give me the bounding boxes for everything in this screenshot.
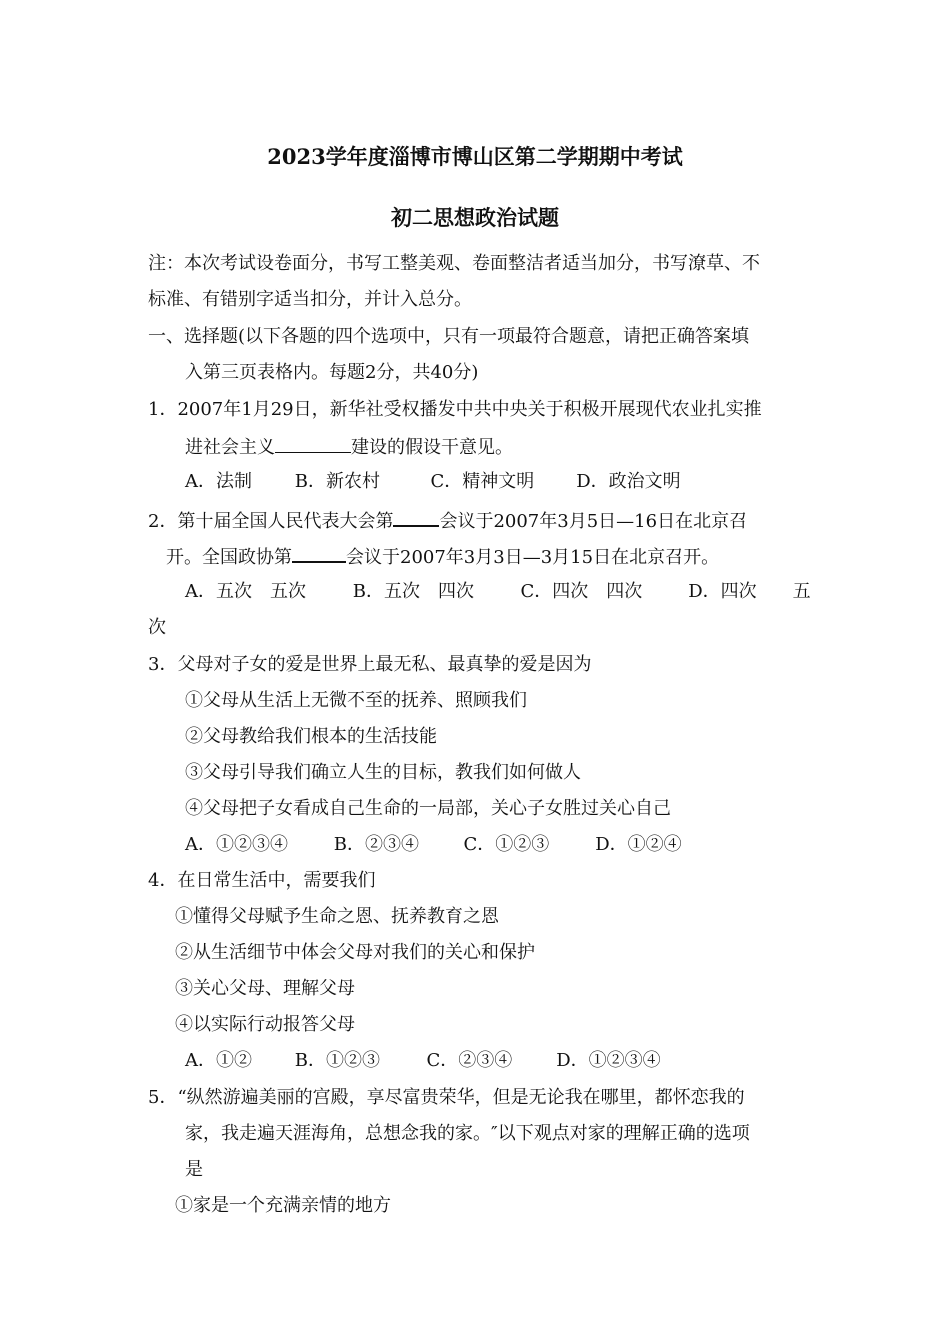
q4-options [185, 1049, 661, 1073]
q1-option-a: A．法制 [185, 471, 252, 492]
exam-title: 2023学年度淄博市博山区第二学期期中考试 [267, 144, 683, 169]
answer-blank [393, 507, 439, 527]
q4-option-c: C．②③④ [426, 1050, 513, 1071]
q2-stem [148, 507, 747, 534]
q1-stem-part: 建设的假设干意见。 [351, 437, 513, 458]
q5-item-1: ①家是一个充满亲情的地方 [175, 1195, 391, 1216]
q1-stem-part: 进社会主义 [185, 437, 275, 458]
q1-stem-cont [185, 434, 513, 460]
note-line-2: 标准、有错别字适当扣分，并计入总分。 [148, 289, 472, 310]
q4-option-a: A．①② [185, 1050, 252, 1071]
q2-options [185, 580, 811, 604]
q2-option-c: C．四次 四次 [520, 581, 643, 602]
q2-stem-part: 开。全国政协第 [166, 547, 292, 568]
q3-item-3: ③父母引导我们确立人生的目标，教我们如何做人 [185, 762, 581, 783]
q2-stem-cont [166, 543, 719, 570]
q3-stem: 3．父母对子女的爱是世界上最无私、最真挚的爱是因为 [148, 654, 592, 675]
q3-item-4: ④父母把子女看成自己生命的一局部，关心子女胜过关心自己 [185, 798, 671, 819]
note-line-1: 注：本次考试设卷面分，书写工整美观、卷面整洁者适当加分，书写潦草、不 [148, 253, 760, 274]
q1-option-b: B．新农村 [294, 471, 380, 492]
q3-option-a: A．①②③④ [185, 834, 288, 855]
q4-item-4: ④以实际行动报答父母 [175, 1014, 355, 1035]
q2-option-wrap: 次 [148, 617, 166, 638]
q3-option-b: B．②③④ [333, 834, 419, 855]
q2-option-b: B．五次 四次 [352, 581, 474, 602]
q1-option-d: D．政治文明 [576, 471, 681, 492]
section-1-heading-cont: 入第三页表格内。每题2分，共40分) [185, 362, 479, 383]
q4-stem: 4．在日常生活中，需要我们 [148, 870, 376, 891]
q3-option-c: C．①②③ [463, 834, 550, 855]
q5-stem-cont-2: 是 [185, 1159, 203, 1180]
q4-item-2: ②从生活细节中体会父母对我们的关心和保护 [175, 942, 535, 963]
q1-option-c: C．精神文明 [430, 471, 535, 492]
q4-option-d: D．①②③④ [556, 1050, 661, 1071]
q5-stem-cont: 家，我走遍天涯海角，总想念我的家。″以下观点对家的理解正确的选项 [185, 1123, 750, 1144]
q2-stem-part: 2．第十届全国人民代表大会第 [148, 511, 394, 532]
q1-stem: 1．2007年1月29日，新华社受权播发中共中央关于积极开展现代农业扎实推 [148, 399, 762, 420]
q4-item-3: ③关心父母、理解父母 [175, 978, 355, 999]
section-1-heading: 一、选择题(以下各题的四个选项中，只有一项最符合题意，请把正确答案填 [148, 326, 750, 347]
q1-options [185, 470, 681, 494]
q2-stem-part: 会议于2007年3月3日—3月15日在北京召开。 [346, 547, 720, 568]
q3-options [185, 833, 682, 857]
q5-stem: 5．“纵然游遍美丽的宫殿，享尽富贵荣华，但是无论我在哪里，都怀恋我的 [148, 1087, 745, 1108]
answer-blank [292, 543, 346, 563]
q2-option-a: A．五次 五次 [185, 581, 306, 602]
q3-item-2: ②父母教给我们根本的生活技能 [185, 726, 437, 747]
q4-option-b: B．①②③ [294, 1050, 380, 1071]
q3-item-1: ①父母从生活上无微不至的抚养、照顾我们 [185, 690, 527, 711]
q2-option-d: D．四次 五 [688, 581, 811, 602]
q4-item-1: ①懂得父母赋予生命之恩、抚养教育之恩 [175, 906, 499, 927]
answer-blank [275, 434, 351, 453]
q2-stem-part: 会议于2007年3月5日—16日在北京召 [439, 511, 748, 532]
q3-option-d: D．①②④ [595, 834, 682, 855]
exam-subtitle: 初二思想政治试题 [391, 205, 559, 230]
